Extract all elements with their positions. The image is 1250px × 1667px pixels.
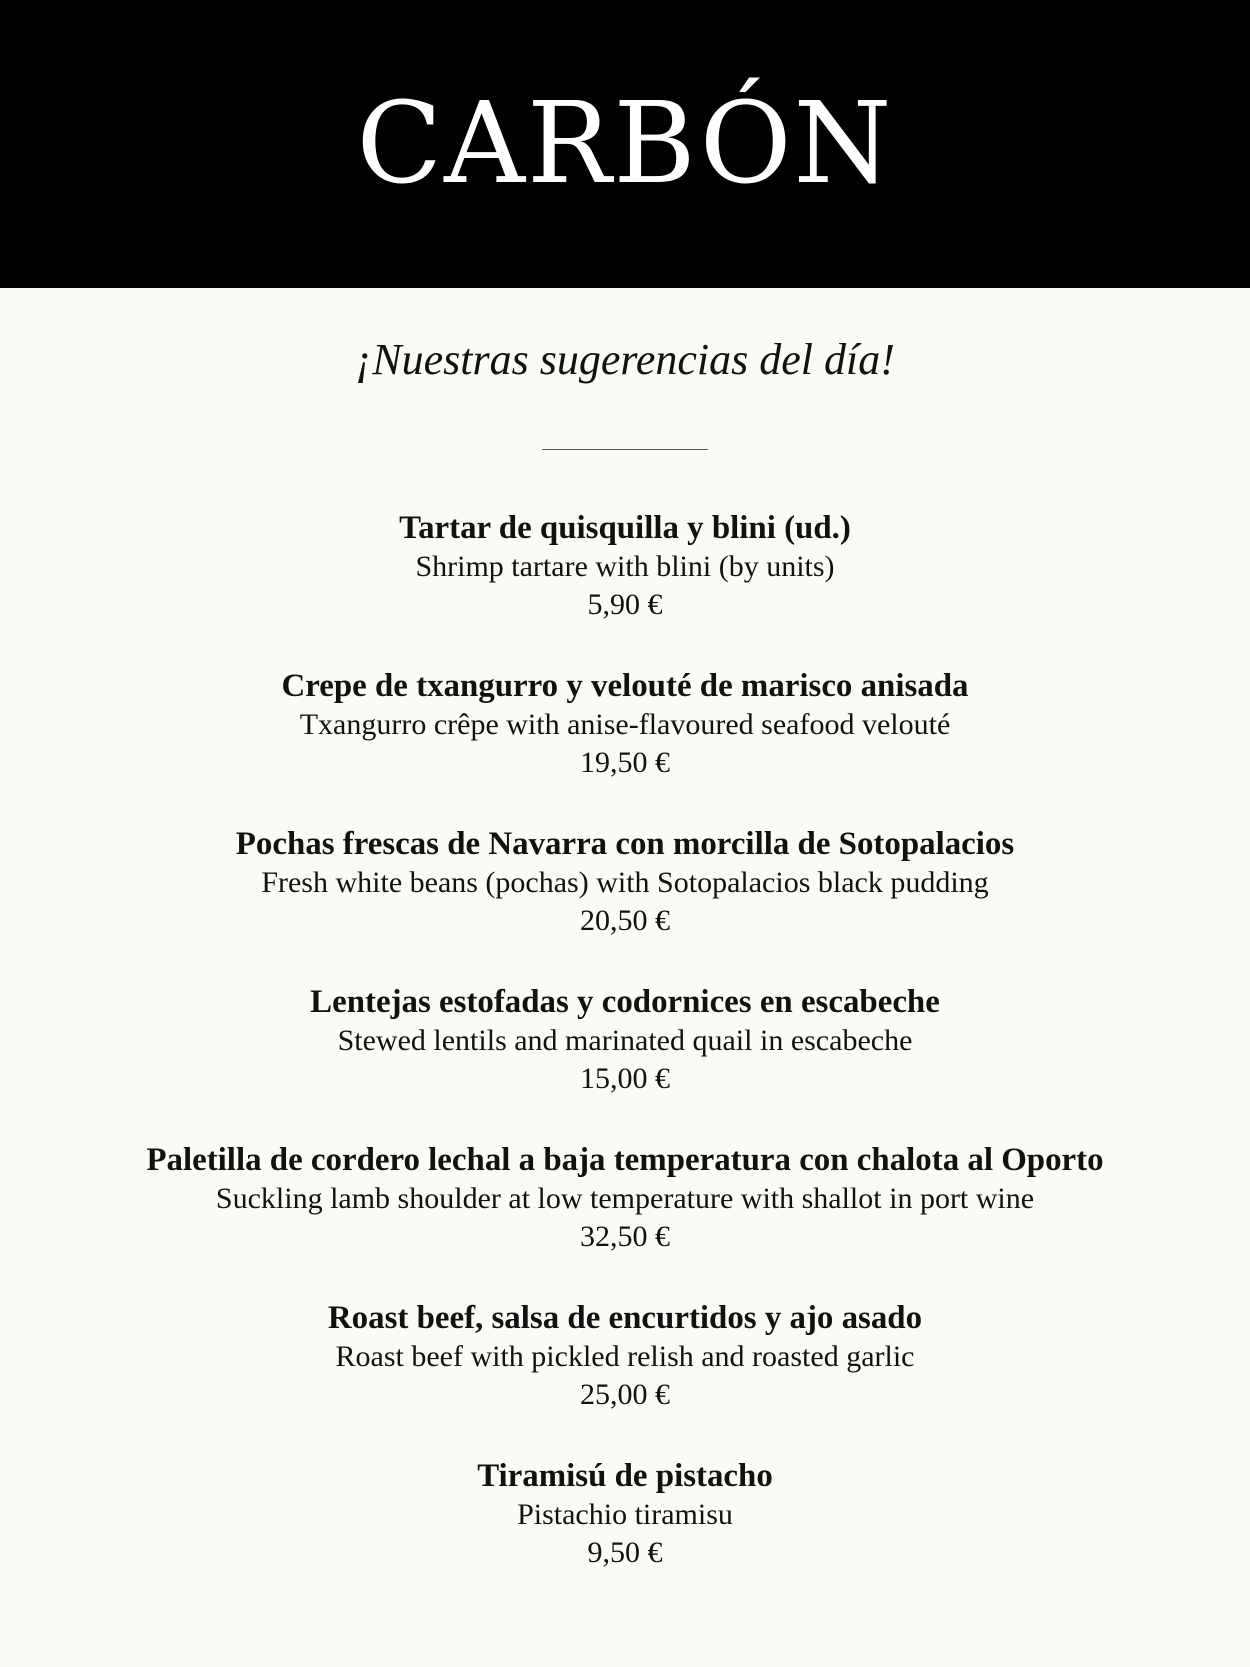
divider — [542, 449, 708, 450]
dish-name: Tartar de quisquilla y blini (ud.) — [399, 510, 851, 546]
dish-price: 20,50 € — [580, 904, 670, 937]
dish-name: Pochas frescas de Navarra con morcilla de Sotopalacios — [235, 826, 1015, 862]
dish-description: Suckling lamb shoulder at low temperature with shallot in port wine — [215, 1182, 1035, 1215]
dish-price: 5,90 € — [587, 588, 663, 621]
menu-item — [0, 982, 1250, 1140]
menu-item — [0, 1298, 1250, 1456]
dish-price: 25,00 € — [580, 1378, 670, 1411]
dish-description: Stewed lentils and marinated quail in escabeche — [337, 1024, 913, 1057]
dish-description: Txangurro crêpe with anise-flavoured seafood velouté — [299, 708, 951, 741]
header-banner — [0, 0, 1250, 288]
dish-price: 9,50 € — [587, 1536, 663, 1569]
dish-name: Crepe de txangurro y velouté de marisco anisada — [281, 668, 969, 704]
dish-price: 32,50 € — [580, 1220, 670, 1253]
dish-name: Lentejas estofadas y codornices en escabeche — [310, 984, 940, 1020]
dish-price: 19,50 € — [580, 746, 670, 779]
menu-subtitle: ¡Nuestras sugerencias del día! — [355, 335, 895, 384]
dish-name: Tiramisú de pistacho — [477, 1458, 773, 1494]
dish-price: 15,00 € — [580, 1062, 670, 1095]
menu-item — [0, 1456, 1250, 1614]
dish-name: Roast beef, salsa de encurtidos y ajo asado — [327, 1300, 923, 1336]
dish-description: Fresh white beans (pochas) with Sotopalacios black pudding — [261, 866, 989, 899]
dish-description: Roast beef with pickled relish and roasted garlic — [335, 1340, 915, 1373]
dish-description: Pistachio tiramisu — [517, 1498, 733, 1531]
daily-suggestions-list — [0, 508, 1250, 1614]
menu-item — [0, 1140, 1250, 1298]
restaurant-name: CARBÓN — [356, 79, 894, 209]
dish-name: Paletilla de cordero lechal a baja temperatura con chalota al Oporto — [146, 1142, 1104, 1178]
menu-item — [0, 508, 1250, 666]
dish-description: Shrimp tartare with blini (by units) — [415, 550, 835, 583]
menu-item — [0, 824, 1250, 982]
menu-item — [0, 666, 1250, 824]
